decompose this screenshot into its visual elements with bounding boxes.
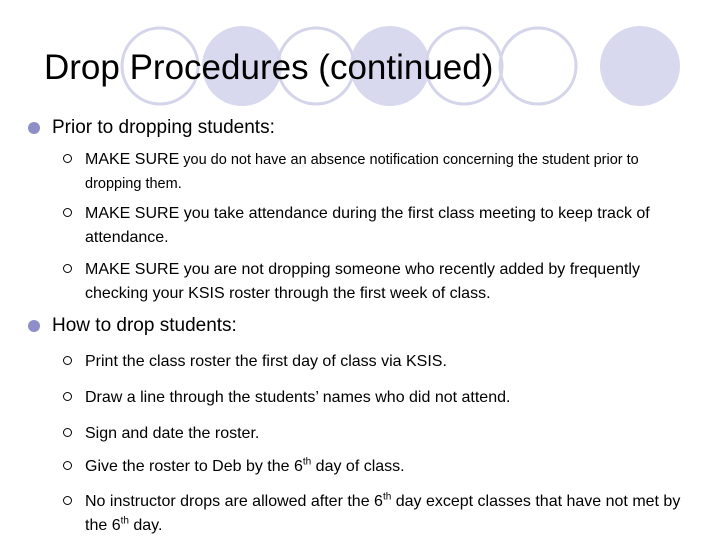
superscript: th (120, 515, 129, 527)
hollow-bullet-icon (63, 461, 72, 470)
list-item (85, 258, 695, 306)
hollow-bullet-icon (63, 154, 72, 163)
item-text: No instructor drops are allowed after the 6 (85, 493, 383, 510)
slide-title: Drop Procedures (continued) (44, 48, 494, 87)
hollow-bullet-icon (63, 392, 72, 401)
list-item (85, 490, 695, 538)
item-text: MAKE SURE you take attendance during the first class meeting to keep track of attendance. (85, 205, 650, 246)
superscript: th (382, 491, 392, 503)
item-text: day except classes that have not met by the 6 (85, 493, 681, 534)
deco-circle (600, 26, 680, 106)
item-lead: MAKE SURE (85, 151, 180, 168)
list-item (85, 350, 695, 374)
list-item (85, 148, 695, 196)
item-text: you do not have an absence notification concerning the student prior to dropping them. (85, 152, 639, 192)
filled-bullet-icon (28, 122, 40, 134)
section1-heading: Prior to dropping students: (52, 117, 275, 138)
item-text: Give the roster to Deb by the 6 (85, 458, 303, 475)
list-item (85, 455, 695, 479)
list-item (85, 386, 695, 410)
item-text: Draw a line through the students’ names who did not attend. (85, 389, 511, 406)
hollow-bullet-icon (63, 264, 72, 273)
list-item (85, 202, 695, 250)
item-text: Sign and date the roster. (85, 425, 260, 442)
list-item (85, 422, 695, 446)
superscript: th (302, 456, 312, 468)
deco-ring (500, 28, 576, 104)
item-text: Print the class roster the first day of class via KSIS. (85, 353, 447, 370)
item-text: day. (128, 517, 163, 534)
hollow-bullet-icon (63, 208, 72, 217)
hollow-bullet-icon (63, 428, 72, 437)
filled-bullet-icon (28, 320, 40, 332)
hollow-bullet-icon (63, 356, 72, 365)
section-heading-prior (52, 116, 275, 140)
hollow-bullet-icon (63, 496, 72, 505)
section2-heading: How to drop students: (52, 315, 237, 336)
item-text: MAKE SURE you are not dropping someone who recently added by frequently checking your KSIS roster through the first week of class. (85, 261, 640, 302)
item-text: day of class. (311, 458, 405, 475)
section-heading-how (52, 314, 237, 338)
